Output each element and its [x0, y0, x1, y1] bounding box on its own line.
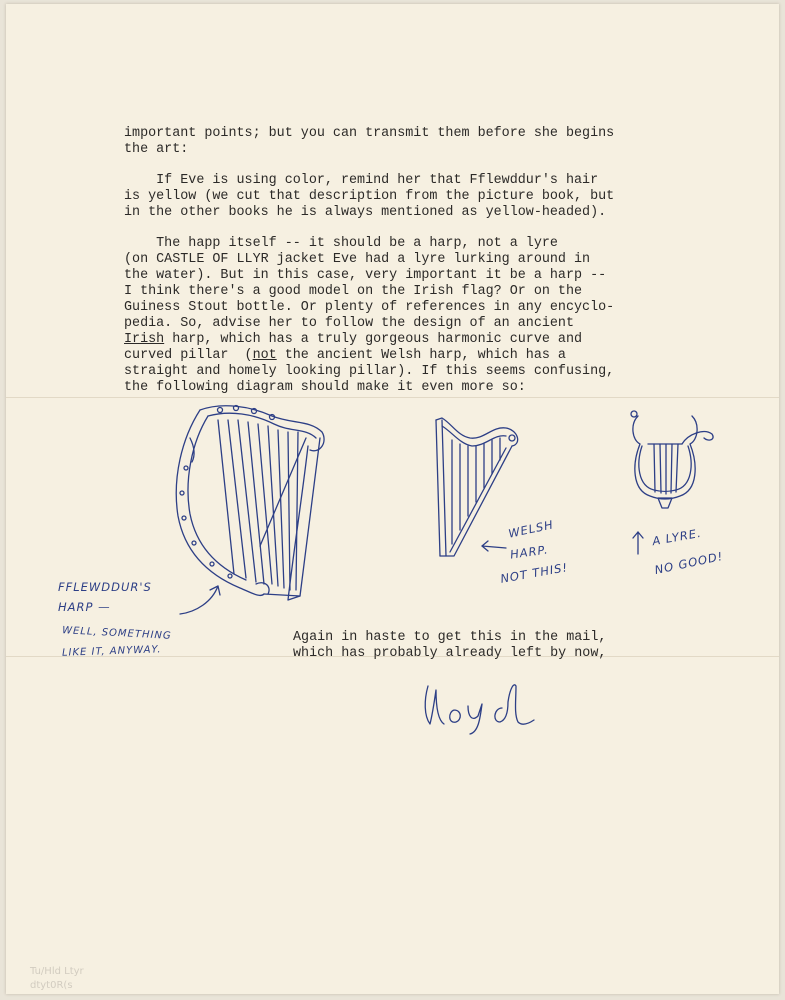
closing-line: which has probably already left by now,: [293, 646, 607, 661]
arrow-to-lyre-icon: [630, 528, 648, 556]
paragraph-line: [124, 348, 566, 364]
paragraph-line: the water). But in this case, very important it be a harp --: [124, 268, 607, 283]
paragraph-line: straight and homely looking pillar). If this seems confusing,: [124, 364, 615, 379]
pencil-note: dtyt0R(s: [30, 980, 73, 991]
irish-harp-note: WELL, SOMETHING: [61, 625, 172, 642]
closing-line: Again in haste to get this in the mail,: [293, 630, 607, 645]
arrow-to-irish-harp-icon: [176, 582, 226, 616]
welsh-harp-label: NOT THIS!: [499, 560, 570, 586]
line-text: curved pillar (: [124, 348, 253, 363]
arrow-to-welsh-harp-icon: [478, 538, 508, 554]
paragraph-line: If Eve is using color, remind her that Fflewddur's hair: [124, 173, 599, 188]
line-text: harp, which has a truly gorgeous harmonic curve and: [164, 332, 583, 347]
signature-lloyd: [418, 676, 558, 736]
lyre-label: NO GOOD!: [653, 548, 725, 578]
paragraph-line: (on CASTLE OF LLYR jacket Eve had a lyre lurking around in: [124, 252, 591, 267]
paragraph-line: I think there's a good model on the Irish flag? Or on the: [124, 284, 583, 299]
irish-harp-sketch: [160, 398, 340, 608]
paragraph-line: The happ itself -- it should be a harp, not a lyre: [124, 236, 558, 251]
irish-harp-label: HARP —: [58, 600, 111, 614]
welsh-harp-label: HARP.: [509, 542, 550, 562]
pencil-note: Tu/Hld Ltyr: [30, 966, 84, 977]
paragraph-line: is yellow (we cut that description from the picture book, but: [124, 189, 615, 204]
paragraph-line: pedia. So, advise her to follow the design of an ancient: [124, 316, 574, 331]
paragraph-line: Guiness Stout bottle. Or plenty of references in any encyclo-: [124, 300, 615, 315]
irish-harp-note: LIKE IT, ANYWAY.: [61, 644, 162, 659]
irish-harp-label: FFLEWDDUR'S: [58, 580, 152, 594]
paragraph-line: the following diagram should make it even more so:: [124, 380, 526, 395]
line-text: the ancient Welsh harp, which has a: [276, 348, 566, 363]
paper-fold-line: [6, 397, 779, 398]
lyre-label: A LYRE.: [651, 525, 703, 549]
intro-line: the art:: [124, 142, 189, 157]
underlined-word: Irish: [124, 332, 165, 347]
underlined-word: not: [252, 348, 277, 363]
welsh-harp-label: WELSH: [507, 517, 555, 541]
label-text: HARP: [58, 600, 94, 614]
paragraph-line: [124, 332, 582, 348]
lyre-sketch: [624, 404, 720, 528]
paragraph-line: in the other books he is always mentioned as yellow-headed).: [124, 205, 607, 220]
intro-line: important points; but you can transmit them before she begins: [124, 126, 615, 141]
